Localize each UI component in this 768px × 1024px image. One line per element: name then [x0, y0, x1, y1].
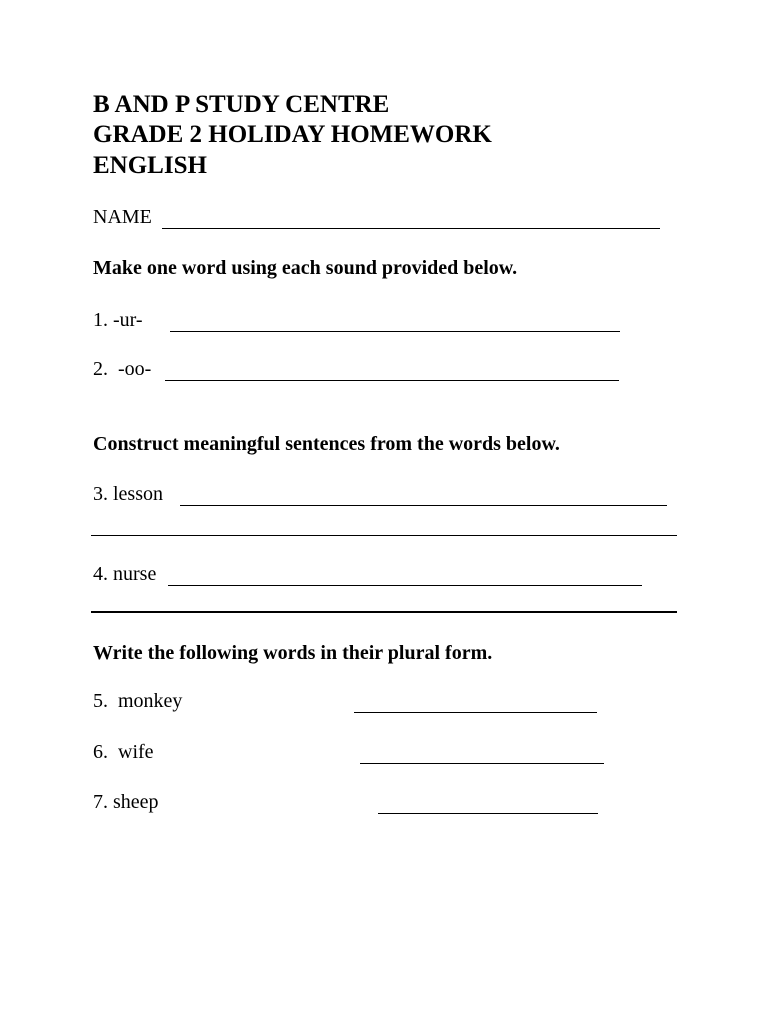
question-5-label: 5. monkey: [93, 690, 183, 712]
question-2-answer-line[interactable]: [165, 380, 619, 381]
question-2-label: 2. -oo-: [93, 358, 152, 380]
question-3-answer-line-2[interactable]: [91, 535, 677, 536]
question-1-label: 1. -ur-: [93, 309, 143, 331]
question-3-answer-line[interactable]: [180, 505, 667, 506]
name-label: NAME: [93, 206, 152, 228]
question-5-answer-line[interactable]: [354, 712, 597, 713]
question-7-answer-line[interactable]: [378, 813, 598, 814]
school-name: B AND P STUDY CENTRE: [93, 91, 390, 118]
question-4-answer-line[interactable]: [168, 585, 642, 586]
section3-instruction: Write the following words in their plural form.: [93, 642, 493, 664]
question-4-label: 4. nurse: [93, 563, 157, 585]
question-4-answer-line-2[interactable]: [91, 611, 677, 613]
question-6-label: 6. wife: [93, 741, 154, 763]
section2-instruction: Construct meaningful sentences from the words below.: [93, 433, 560, 455]
question-3-label: 3. lesson: [93, 483, 163, 505]
worksheet-title: GRADE 2 HOLIDAY HOMEWORK: [93, 121, 492, 148]
question-1-answer-line[interactable]: [170, 331, 620, 332]
question-7-label: 7. sheep: [93, 791, 159, 813]
section1-instruction: Make one word using each sound provided below.: [93, 257, 518, 279]
name-answer-line[interactable]: [162, 228, 660, 229]
question-6-answer-line[interactable]: [360, 763, 604, 764]
subject-title: ENGLISH: [93, 152, 207, 179]
